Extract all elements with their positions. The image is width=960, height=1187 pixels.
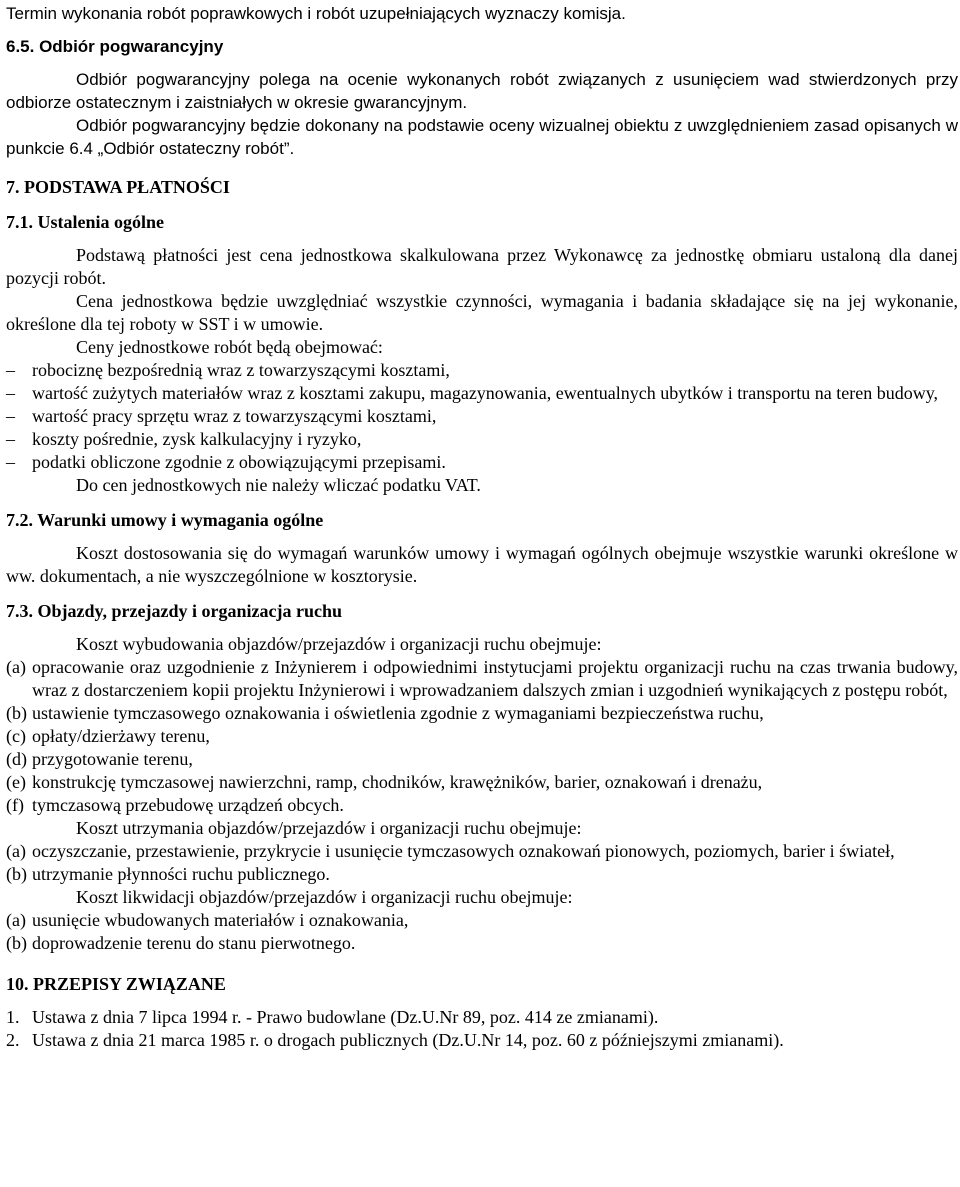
dash-marker: – [6, 383, 15, 403]
paragraph-6-5-2: Odbiór pogwarancyjny będzie dokonany na podstawie oceny wizualnej obiektu z uwzględnieniem zasad opisanych w punkcie 6.4 „Odbiór ostateczny robót”. [6, 116, 958, 158]
construction-cost-list [6, 656, 958, 817]
heading-10: 10. PRZEPISY ZWIĄZANE [6, 974, 226, 994]
paragraph-7-3-intro-1: Koszt wybudowania objazdów/przejazdów i organizacji ruchu obejmuje: [76, 634, 602, 654]
heading-7-1: 7.1. Ustalenia ogólne [6, 212, 165, 232]
paragraph-7-1-1: Podstawą płatności jest cena jednostkowa skalkulowana przez Wykonawcę za jednostkę obmiaru ustaloną dla danej pozycji robót. [6, 245, 958, 288]
list-item: (b) utrzymanie płynności ruchu publicznego. [6, 864, 330, 884]
list-item: (a) oczyszczanie, przestawienie, przykrycie i usunięcie tymczasowych oznakowań pionowych, poziomych, barier i świateł, [6, 841, 895, 861]
list-item: 2. Ustawa z dnia 21 marca 1985 r. o drogach publicznych (Dz.U.Nr 14, poz. 60 z późniejszymi zmianami). [6, 1030, 784, 1050]
dash-marker: – [6, 406, 15, 426]
list-item: – robociznę bezpośrednią wraz z towarzyszącymi kosztami, [6, 360, 450, 380]
dash-marker: – [6, 429, 15, 449]
heading-7-3: 7.3. Objazdy, przejazdy i organizacja ruchu [6, 601, 342, 621]
regulations-list [6, 1006, 958, 1052]
paragraph-7-1-3: Ceny jednostkowe robót będą obejmować: [76, 337, 383, 357]
paragraph-7-3-intro-2: Koszt utrzymania objazdów/przejazdów i organizacji ruchu obejmuje: [76, 818, 582, 838]
paragraph-7-1-2: Cena jednostkowa będzie uwzględniać wszystkie czynności, wymagania i badania składające się na jej wykonanie, określone dla tej roboty w SST i w umowie. [6, 291, 958, 334]
dash-marker: – [6, 360, 15, 380]
paragraph-6-5-1: Odbiór pogwarancyjny polega na ocenie wykonanych robót związanych z usunięciem wad stwierdzonych przy odbiorze ostatecznym i zaistniałych w okresie gwarancyjnym. [6, 70, 958, 112]
list-item: – wartość zużytych materiałów wraz z kosztami zakupu, magazynowania, ewentualnych ubytków i transportu na teren budowy, [6, 383, 939, 403]
paragraph-7-2-1: Koszt dostosowania się do wymagań warunków umowy i wymagań ogólnych obejmuje wszystkie warunki określone w ww. dokumentach, a nie wyszczególnione w kosztorysie. [6, 543, 958, 586]
heading-6-5: 6.5. Odbiór pogwarancyjny [6, 37, 224, 56]
paragraph-7-3-intro-3: Koszt likwidacji objazdów/przejazdów i organizacji ruchu obejmuje: [76, 887, 573, 907]
list-item: 1. Ustawa z dnia 7 lipca 1994 r. - Prawo budowlane (Dz.U.Nr 89, poz. 414 ze zmianami). [6, 1007, 659, 1027]
list-item: (a) opracowanie oraz uzgodnienie z Inżynierem i odpowiednimi instytucjami projektu organizacji ruchu na czas trwania budowy, wraz z dostarczeniem kopii projektu Inżynierowi i wprowadzaniem dalszych zmian i uzgodnień wynikających z postępu robót, [6, 657, 958, 700]
list-item: – podatki obliczone zgodnie z obowiązującymi przepisami. [6, 452, 446, 472]
list-item: (e) konstrukcję tymczasowej nawierzchni, ramp, chodników, krawężników, barier, oznakowań i drenażu, [6, 772, 763, 792]
list-item: (a) usunięcie wbudowanych materiałów i oznakowania, [6, 910, 409, 930]
removal-cost-list [6, 909, 958, 955]
list-item: (d) przygotowanie terenu, [6, 749, 193, 769]
list-item: (f) tymczasową przebudowę urządzeń obcych. [6, 795, 344, 815]
list-item: (b) ustawienie tymczasowego oznakowania i oświetlenia zgodnie z wymaganiami bezpieczeństwa ruchu, [6, 703, 764, 723]
paragraph-7-1-4: Do cen jednostkowych nie należy wliczać podatku VAT. [76, 475, 481, 495]
heading-7-2: 7.2. Warunki umowy i wymagania ogólne [6, 510, 324, 530]
list-item: – koszty pośrednie, zysk kalkulacyjny i ryzyko, [6, 429, 362, 449]
cost-components-list [6, 359, 958, 474]
completion-deadline-text: Termin wykonania robót poprawkowych i robót uzupełniających wyznaczy komisja. [6, 4, 626, 23]
list-item: (c) opłaty/dzierżawy terenu, [6, 726, 210, 746]
list-item: – wartość pracy sprzętu wraz z towarzyszącymi kosztami, [6, 406, 437, 426]
dash-marker: – [6, 452, 15, 472]
maintenance-cost-list [6, 840, 958, 886]
document-page [6, 0, 958, 1052]
list-item: (b) doprowadzenie terenu do stanu pierwotnego. [6, 933, 356, 953]
heading-7: 7. PODSTAWA PŁATNOŚCI [6, 177, 230, 197]
